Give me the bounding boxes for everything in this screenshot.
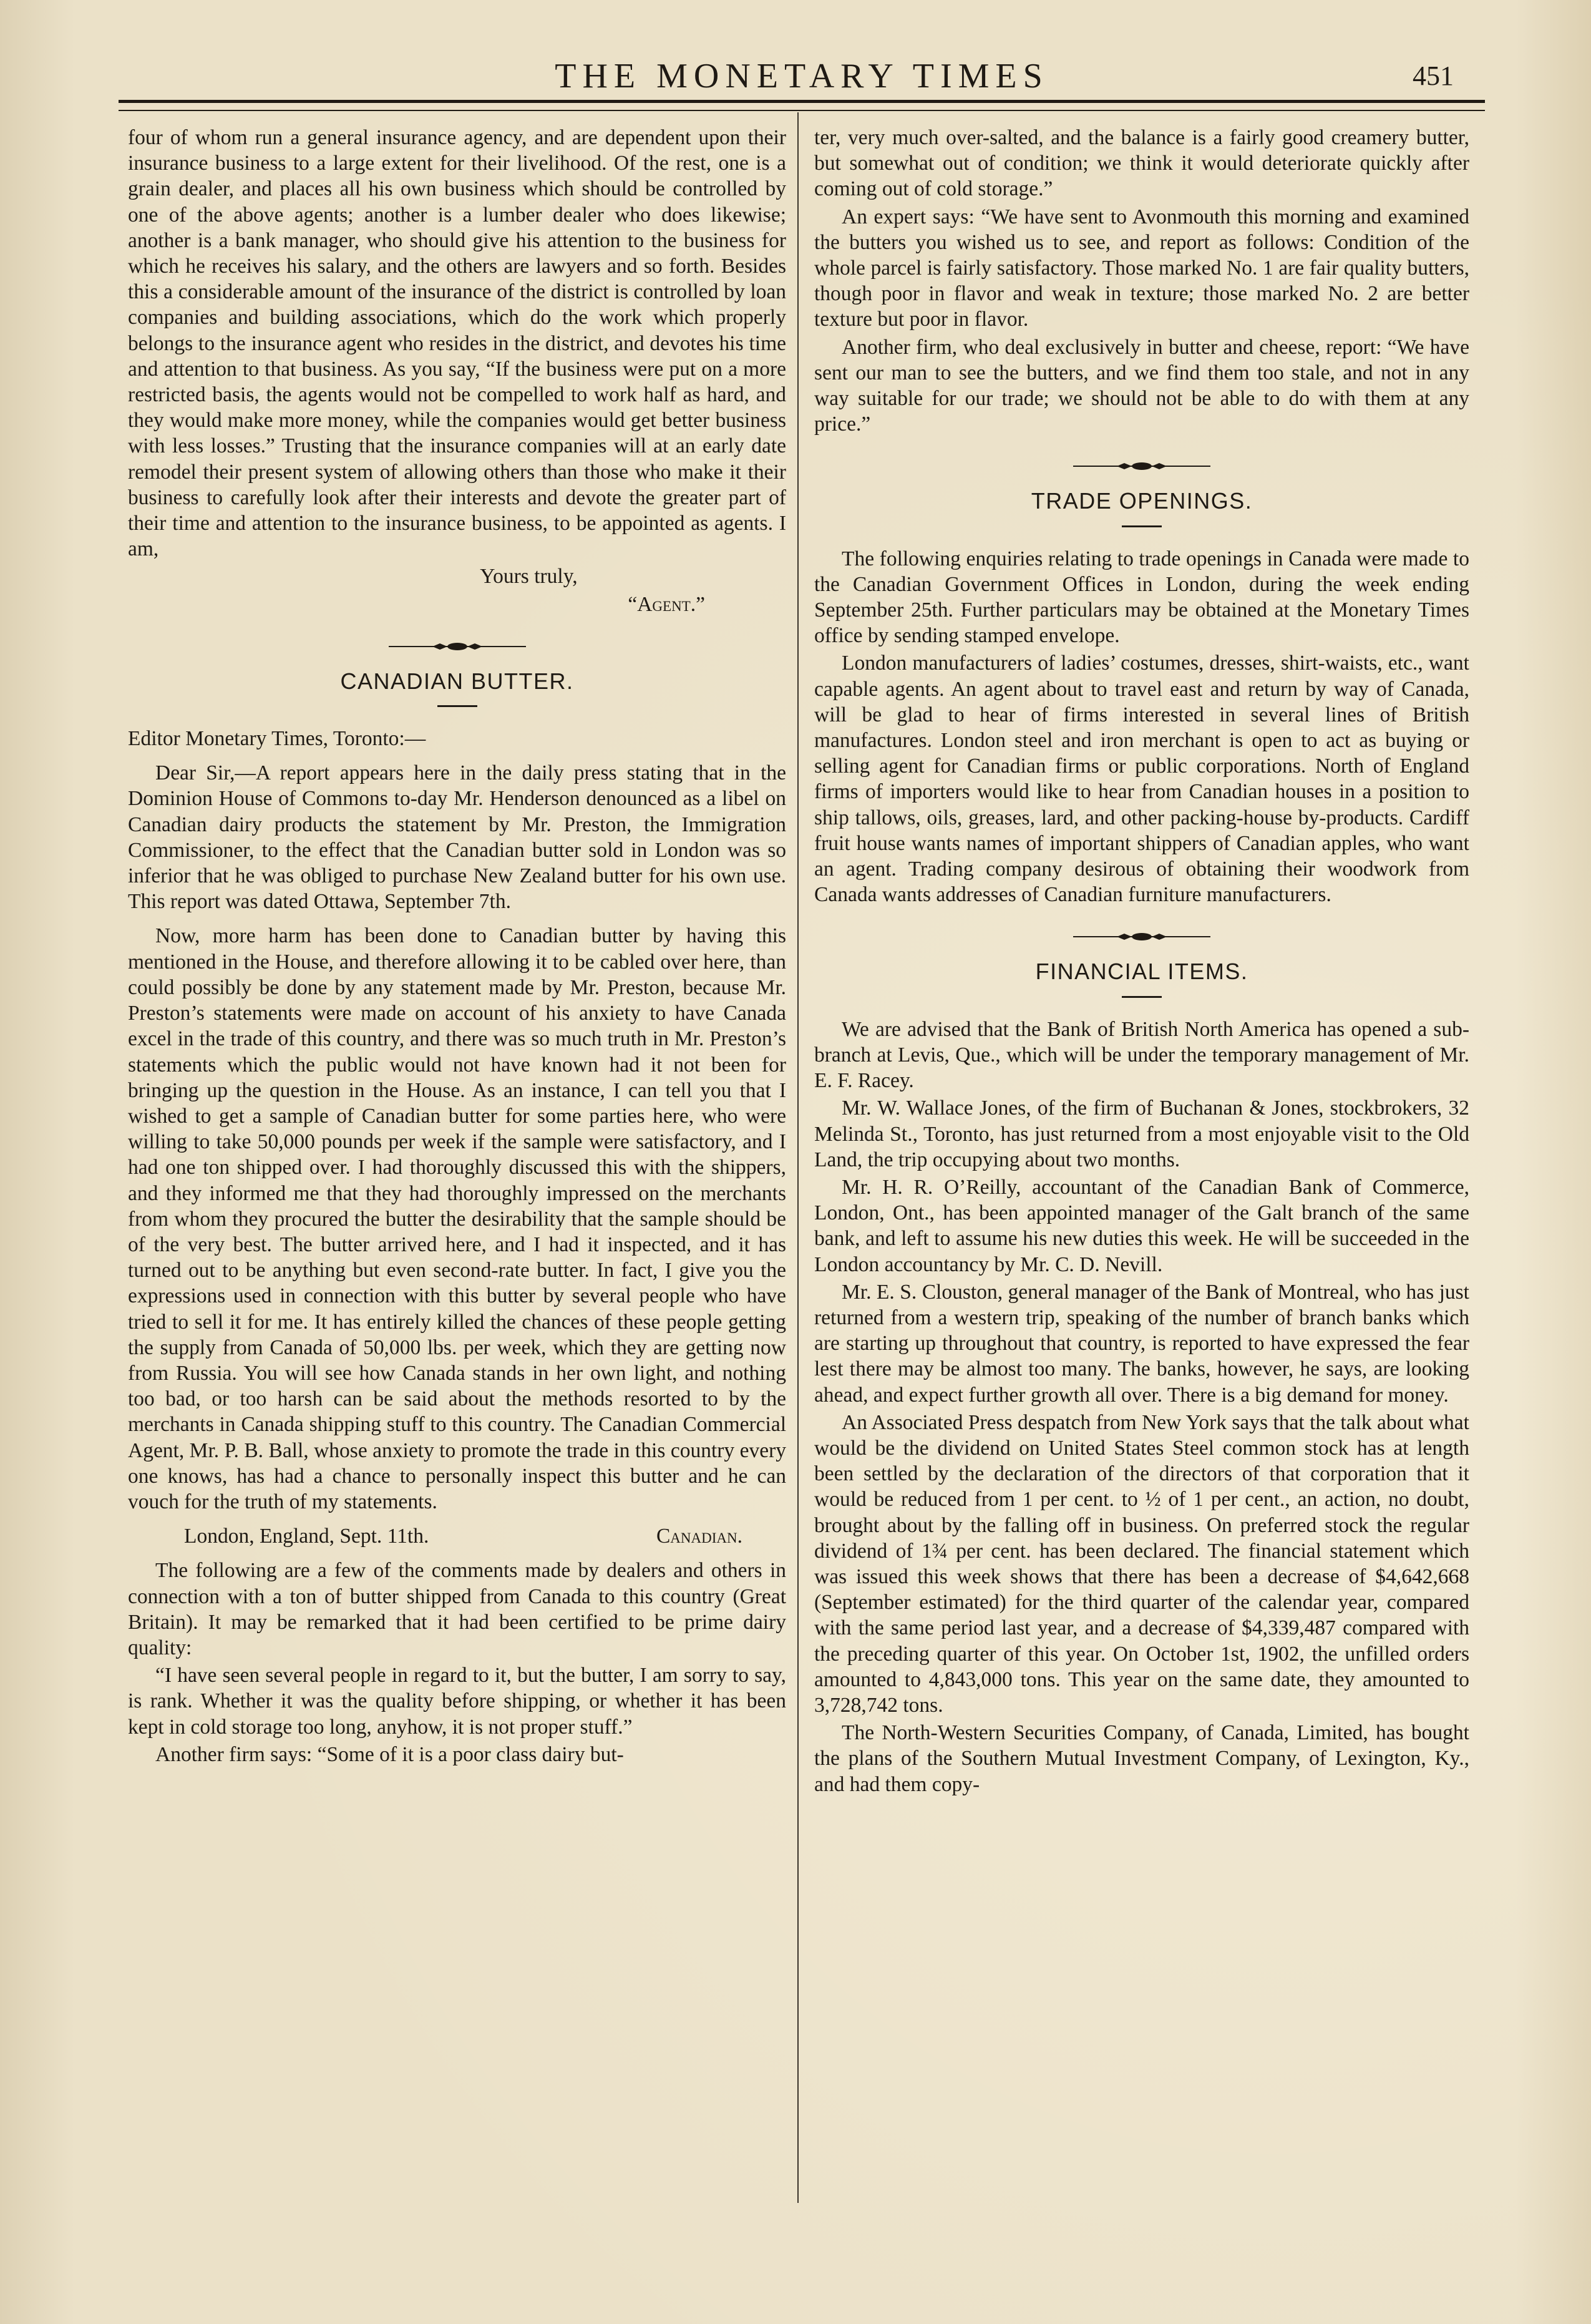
financial-paragraph: An Associated Press despatch from New York says that the talk about what would be the dividend on United States Steel common stock has at length been settled by the declaration of the directors of that corporation that it would be reduced from 1 per cent. to ½ of 1 per cent., an action, no doubt, brought about by the falling off in business. On preferred stock the regular dividend of 1¾ per cent. has been declared. The financial statement which was issued this week shows that there has been a decrease of $4,642,668 (September estimated) for the third quarter of the calendar year, compared with the same period last year, and a decrease of $4,339,487 compared with the preceding quarter of this year. On October 1st, 1902, the unfilled orders amounted to 4,843,000 tons. This year on the same date, they amounted to 3,728,742 tons. [814, 1410, 1469, 1717]
letter-paragraph: four of whom run a general insurance agency, and are dependent upon their insurance business to a large extent for their livelihood. Of the rest, one is a grain dealer, and places all his own business which should be controlled by one of the above agents; another is a lumber dealer who does likewise; another is a bank manager, who should give his attention to the business for which he receives his salary, and the others are lawyers and so forth. Besides this a considerable amount of the insurance of the district is controlled by loan companies and building associations, which do the work which properly belongs to the insurance agent who resides in the district, and devotes his time and attention to that business. As you say, “If the business were put on a more restricted basis, the agents would not be compelled to work half as hard, and they would make more money, while the companies would get better business with less losses.” Trusting that the insurance companies will at an early date remodel their present system of allowing others than those who make it their business to carefully look after their interests and devote the greater part of their time and attention to the insurance business, to be appointed as agents. I am, [128, 126, 786, 561]
financial-paragraph: Mr. H. R. O’Reilly, accountant of the Canadian Bank of Commerce, London, Ont., has been appointed manager of the Galt branch of the same bank, and left to assume his new duties this week. He will be succeeded in the London accountancy by Mr. C. D. Nevill. [814, 1175, 1469, 1276]
header-rule-thin [119, 110, 1485, 111]
butter-dateline-row [128, 1523, 786, 1549]
section-ornament [128, 642, 786, 651]
letter-closing: Yours truly, [480, 565, 578, 588]
page-header [119, 56, 1485, 106]
left-column [128, 125, 786, 1767]
financial-items-heading: FINANCIAL ITEMS. [1035, 959, 1248, 985]
butter-paragraph: Dear Sir,—A report appears here in the daily press stating that in the Dominion House of Commons to-day Mr. Henderson denounced as a libel on Canadian dairy products the statement by Mr. Preston, the Immigration Commissioner, to the effect that the Canadian butter sold in London was so inferior that he was obliged to purchase New Zealand butter for his own use. This report was dated Ottawa, September 7th. [128, 761, 786, 914]
butter-comment-paragraph: The following are a few of the comments made by dealers and others in connection with a ton of butter shipped from Canada to this country (Great Britain). It may be remarked that it had been certified to be prime dairy quality: [128, 1559, 786, 1659]
publication-title: THE MONETARY TIMES [555, 57, 1049, 95]
heading-rule [1122, 525, 1162, 527]
butter-dateline: London, England, Sept. 11th. [184, 1525, 429, 1548]
page-number: 451 [1413, 61, 1454, 91]
financial-paragraph: Mr. E. S. Clouston, general manager of the Bank of Montreal, who has just returned from a western trip, speaking of the number of branch banks which are starting up throughout that country, is reported to have expressed the fear lest there may be almost too many. The banks, however, he says, are looking ahead, and expect further growth all over. There is a big demand for money. [814, 1280, 1469, 1407]
trade-paragraph: London manufacturers of ladies’ costumes, dresses, shirt-waists, etc., want capable agents. An agent about to travel east and return by way of Canada, will be glad to hear of firms interested in several lines of British manufactures. London steel and iron merchant is open to act as buying or selling agent for Canadian firms or public corporations. North of England firms of importers would like to hear from Canadian houses in a position to ship tallows, oils, greases, lard, and other packing-house by-products. Cardiff fruit house wants names of important shippers of Canadian apples, who want an agent. Trading company desirous of obtaining their woodwork from Canada wants addresses of Canadian furniture manufacturers. [814, 652, 1469, 907]
canadian-butter-heading: CANADIAN BUTTER. [340, 668, 574, 694]
trade-paragraph: The following enquiries relating to trade openings in Canada were made to the Canadian Government Offices in London, during the week ending September 25th. Further particulars may be obtained at the Monetary Times office by sending stamped envelope. [814, 547, 1469, 648]
column-divider [797, 112, 799, 2203]
butter-continued-paragraph: An expert says: “We have sent to Avonmouth this morning and examined the butters you wished us to see, and report as follows: Condition of the whole parcel is fairly satisfactory. Those marked No. 1 are fair quality butters, though poor in flavor and weak in texture; those marked No. 2 are better texture but poor in flavor. [814, 205, 1469, 331]
financial-paragraph: We are advised that the Bank of British North America has opened a sub-branch at Levis, Que., which will be under the temporary management of Mr. E. F. Racey. [814, 1017, 1469, 1093]
butter-paragraph: Now, more harm has been done to Canadian butter by having this mentioned in the House, and therefore allowing it to be cabled over here, than could possibly be done by any statement made by Mr. Preston, because Mr. Preston’s statements were made on account of his anxiety to have Canada excel in the trade of this country, and there was so much truth in Mr. Preston’s statements which the public would not have known had it not been for bringing up the question in the House. As an instance, I can tell you that I wished to get a sample of Canadian butter for some parties here, who were willing to take 50,000 pounds per week if the sample were satisfactory, and I had one ton shipped over. I had thoroughly discussed this with the shippers, and they informed me that they had thoroughly impressed on the merchants from whom they procured the butter the desirability that the sample should be of the very best. The butter arrived here, and I had it inspected, and it has turned out to be anything but even second-rate butter. In fact, I give you the expressions used in connection with this butter by several people who have tried to sell it for me. It has entirely killed the chances of these people getting the supply from Canada of 50,000 lbs. per week, which they are getting now from Russia. You will see how Canada stands in her own light, and nothing too bad, or too harsh can be said about the methods resorted to by the merchants in Canada shipping stuff to this country. The Canadian Commercial Agent, Mr. P. B. Ball, whose anxiety to promote the trade in this country every one knows, has had a chance to personally inspect this butter and he can vouch for the truth of my statements. [128, 924, 786, 1513]
financial-paragraph: Mr. W. Wallace Jones, of the firm of Buchanan & Jones, stockbrokers, 32 Melinda St., Toronto, has just returned from a most enjoyable visit to the Old Land, the trip occupying about two months. [814, 1096, 1469, 1171]
section-ornament [814, 462, 1469, 471]
heading-rule [1122, 996, 1162, 998]
butter-comment-paragraph: “I have seen several people in regard to it, but the butter, I am sorry to say, is rank. Whether it was the quality before shipping, or whether it has been kept in cold storage too long, anyhow, it is not proper stuff.” [128, 1664, 786, 1739]
butter-salutation: Editor Monetary Times, Toronto:— [128, 727, 426, 751]
letter-signature: “Agent.” [628, 592, 705, 616]
butter-continued-paragraph: ter, very much over-salted, and the balance is a fairly good creamery butter, but somewhat out of condition; we think it would deteriorate quickly after coming out of cold storage.” [814, 126, 1469, 201]
butter-signature: Canadian. [656, 1525, 742, 1548]
trade-openings-heading: TRADE OPENINGS. [1031, 488, 1253, 514]
financial-paragraph: The North-Western Securities Company, of Canada, Limited, has bought the plans of the Southern Mutual Investment Company, of Lexington, Ky., and had them copy- [814, 1721, 1469, 1796]
right-column [814, 125, 1469, 1797]
butter-continued-paragraph: Another firm, who deal exclusively in butter and cheese, report: “We have sent our man to see the butters, and we find them too stale, and not in any way suitable for our trade; we should not be able to do with them at any price.” [814, 335, 1469, 436]
butter-comment-paragraph: Another firm says: “Some of it is a poor class dairy but- [155, 1742, 624, 1766]
header-rule-thick [119, 100, 1485, 103]
heading-rule [437, 705, 477, 707]
section-ornament [814, 932, 1469, 941]
